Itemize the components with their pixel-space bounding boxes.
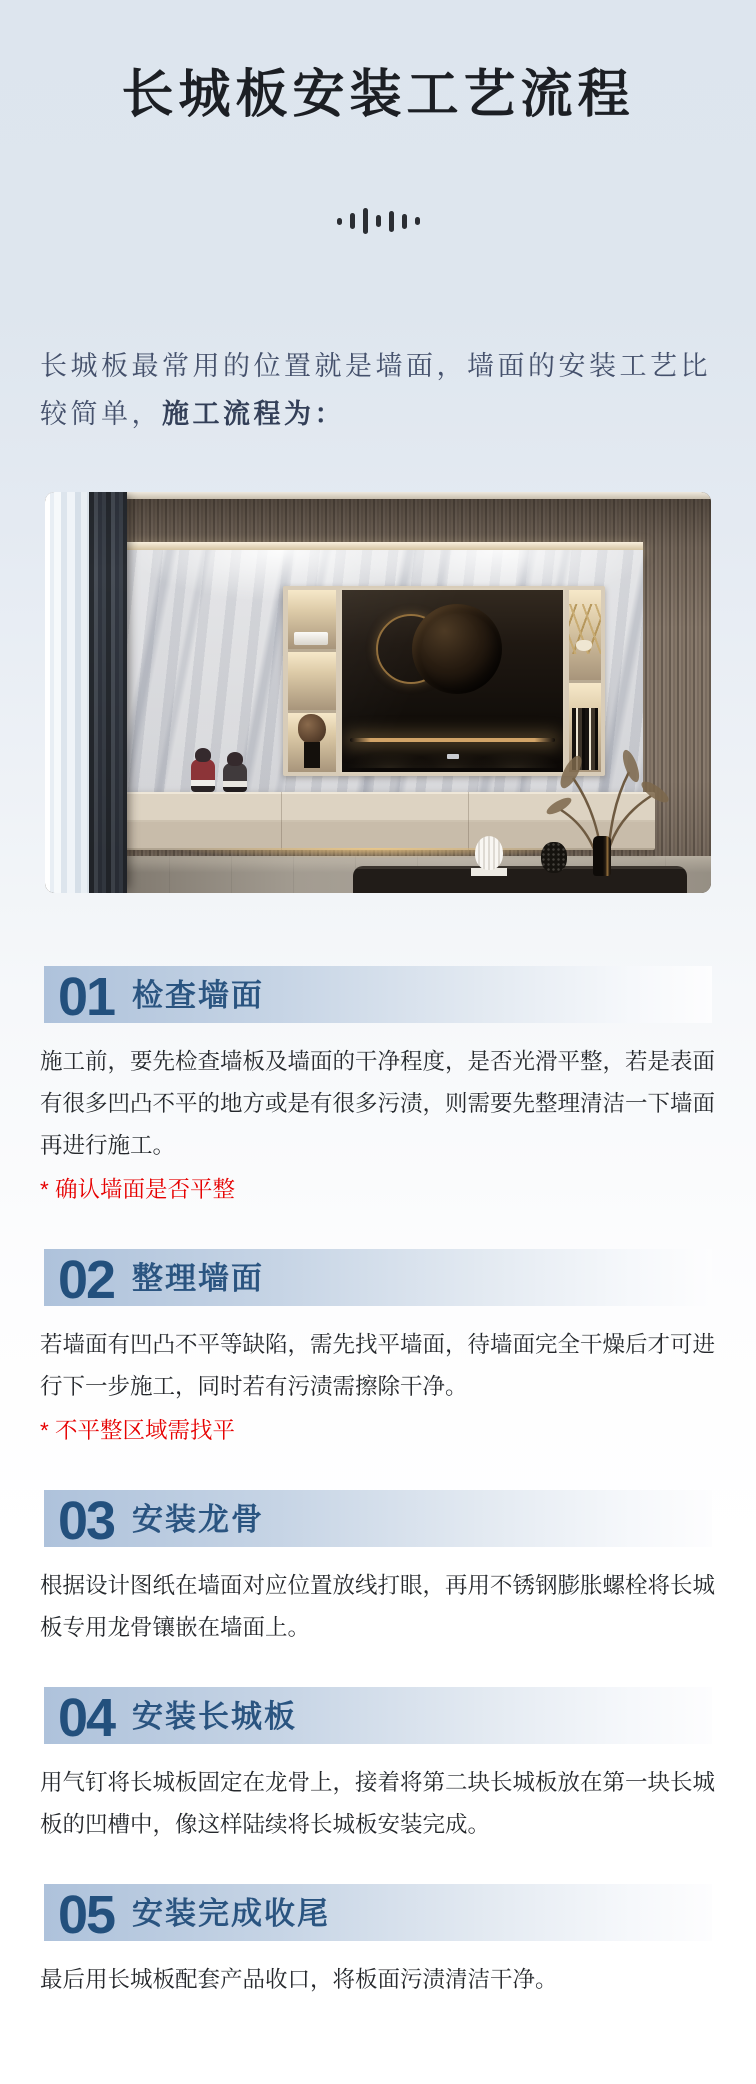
step-title: 安装完成收尾 — [132, 1896, 330, 1931]
waveform-divider — [0, 208, 756, 234]
step-section-4 — [0, 1687, 756, 1846]
step-body: 若墙面有凹凸不平等缺陷，需先找平墙面，待墙面完全干燥后才可进行下一步施工，同时若有污渍需擦除干净。 — [40, 1332, 716, 1399]
intro-paragraph — [40, 342, 716, 438]
step-section-1 — [0, 966, 756, 1211]
step-number: 03 — [58, 1491, 115, 1551]
step-body: 施工前，要先检查墙板及墙面的干净程度，是否光滑平整，若是表面有很多凹凸不平的地方或是有很多污渍，则需要先整理清洁一下墙面再进行施工。 — [40, 1049, 716, 1158]
step-title: 整理墙面 — [132, 1261, 264, 1296]
step-note: * 确认墙面是否平整 — [40, 1177, 236, 1202]
step-title: 检查墙面 — [132, 978, 264, 1013]
waveform-bar — [389, 211, 394, 232]
step-section-3 — [0, 1490, 756, 1649]
figurine — [223, 763, 247, 792]
page-title: 长城板安装工艺流程 — [121, 66, 635, 124]
sculpture — [298, 714, 326, 744]
step-number: 01 — [58, 967, 115, 1027]
dark-vase — [593, 836, 611, 876]
lattice-vase — [541, 842, 567, 873]
speaker-box — [294, 632, 328, 645]
figurine — [191, 759, 215, 792]
step-title: 安装长城板 — [132, 1699, 297, 1734]
waveform-bar — [402, 214, 407, 229]
waveform-bar — [415, 217, 420, 225]
coffee-table — [353, 866, 687, 893]
step-header — [44, 1249, 712, 1310]
small-vase — [576, 640, 592, 651]
ceiling — [45, 492, 711, 499]
niche — [288, 652, 336, 711]
step-body: 最后用长城板配套产品收口，将板面污渍清洁干净。 — [40, 1967, 558, 1992]
tv-niche — [340, 588, 565, 774]
cornice-light — [127, 542, 643, 550]
waveform-bar — [350, 213, 355, 229]
step-body: 用气钉将长城板固定在龙骨上，接着将第二块长城板放在第一块长城板的凹槽中，像这样陆续将长城板安装完成。 — [40, 1770, 716, 1837]
hero-image — [45, 492, 711, 893]
step-title: 安装龙骨 — [132, 1502, 264, 1537]
step-body: 根据设计图纸在墙面对应位置放线打眼，再用不锈钢膨胀螺栓将长城板专用龙骨镶嵌在墙面上。 — [40, 1573, 716, 1640]
step-note: * 不平整区域需找平 — [40, 1418, 236, 1443]
waveform-bar — [363, 208, 368, 234]
intro-emphasis: 施工流程为： — [162, 399, 345, 429]
white-vase — [475, 836, 503, 870]
moon-decor — [412, 604, 502, 694]
sculpture-base — [304, 742, 320, 768]
step-number: 04 — [58, 1688, 115, 1748]
dark-curtain — [89, 492, 127, 893]
window-sheer-curtain — [45, 492, 91, 893]
step-header — [44, 1884, 712, 1945]
waveform-bar — [376, 215, 381, 227]
step-section-5 — [0, 1884, 756, 2001]
intro-text: 长城板最常用的位置就是墙面，墙面的安装工艺比较简单， — [40, 351, 711, 429]
step-header — [44, 966, 712, 1027]
waveform-bar — [337, 218, 342, 225]
step-header — [44, 1687, 712, 1748]
step-section-2 — [0, 1249, 756, 1452]
step-number: 05 — [58, 1885, 115, 1945]
step-number: 02 — [58, 1250, 115, 1310]
tv-light-strip — [350, 738, 555, 742]
step-header — [44, 1490, 712, 1551]
tv-brand-logo — [447, 754, 459, 759]
